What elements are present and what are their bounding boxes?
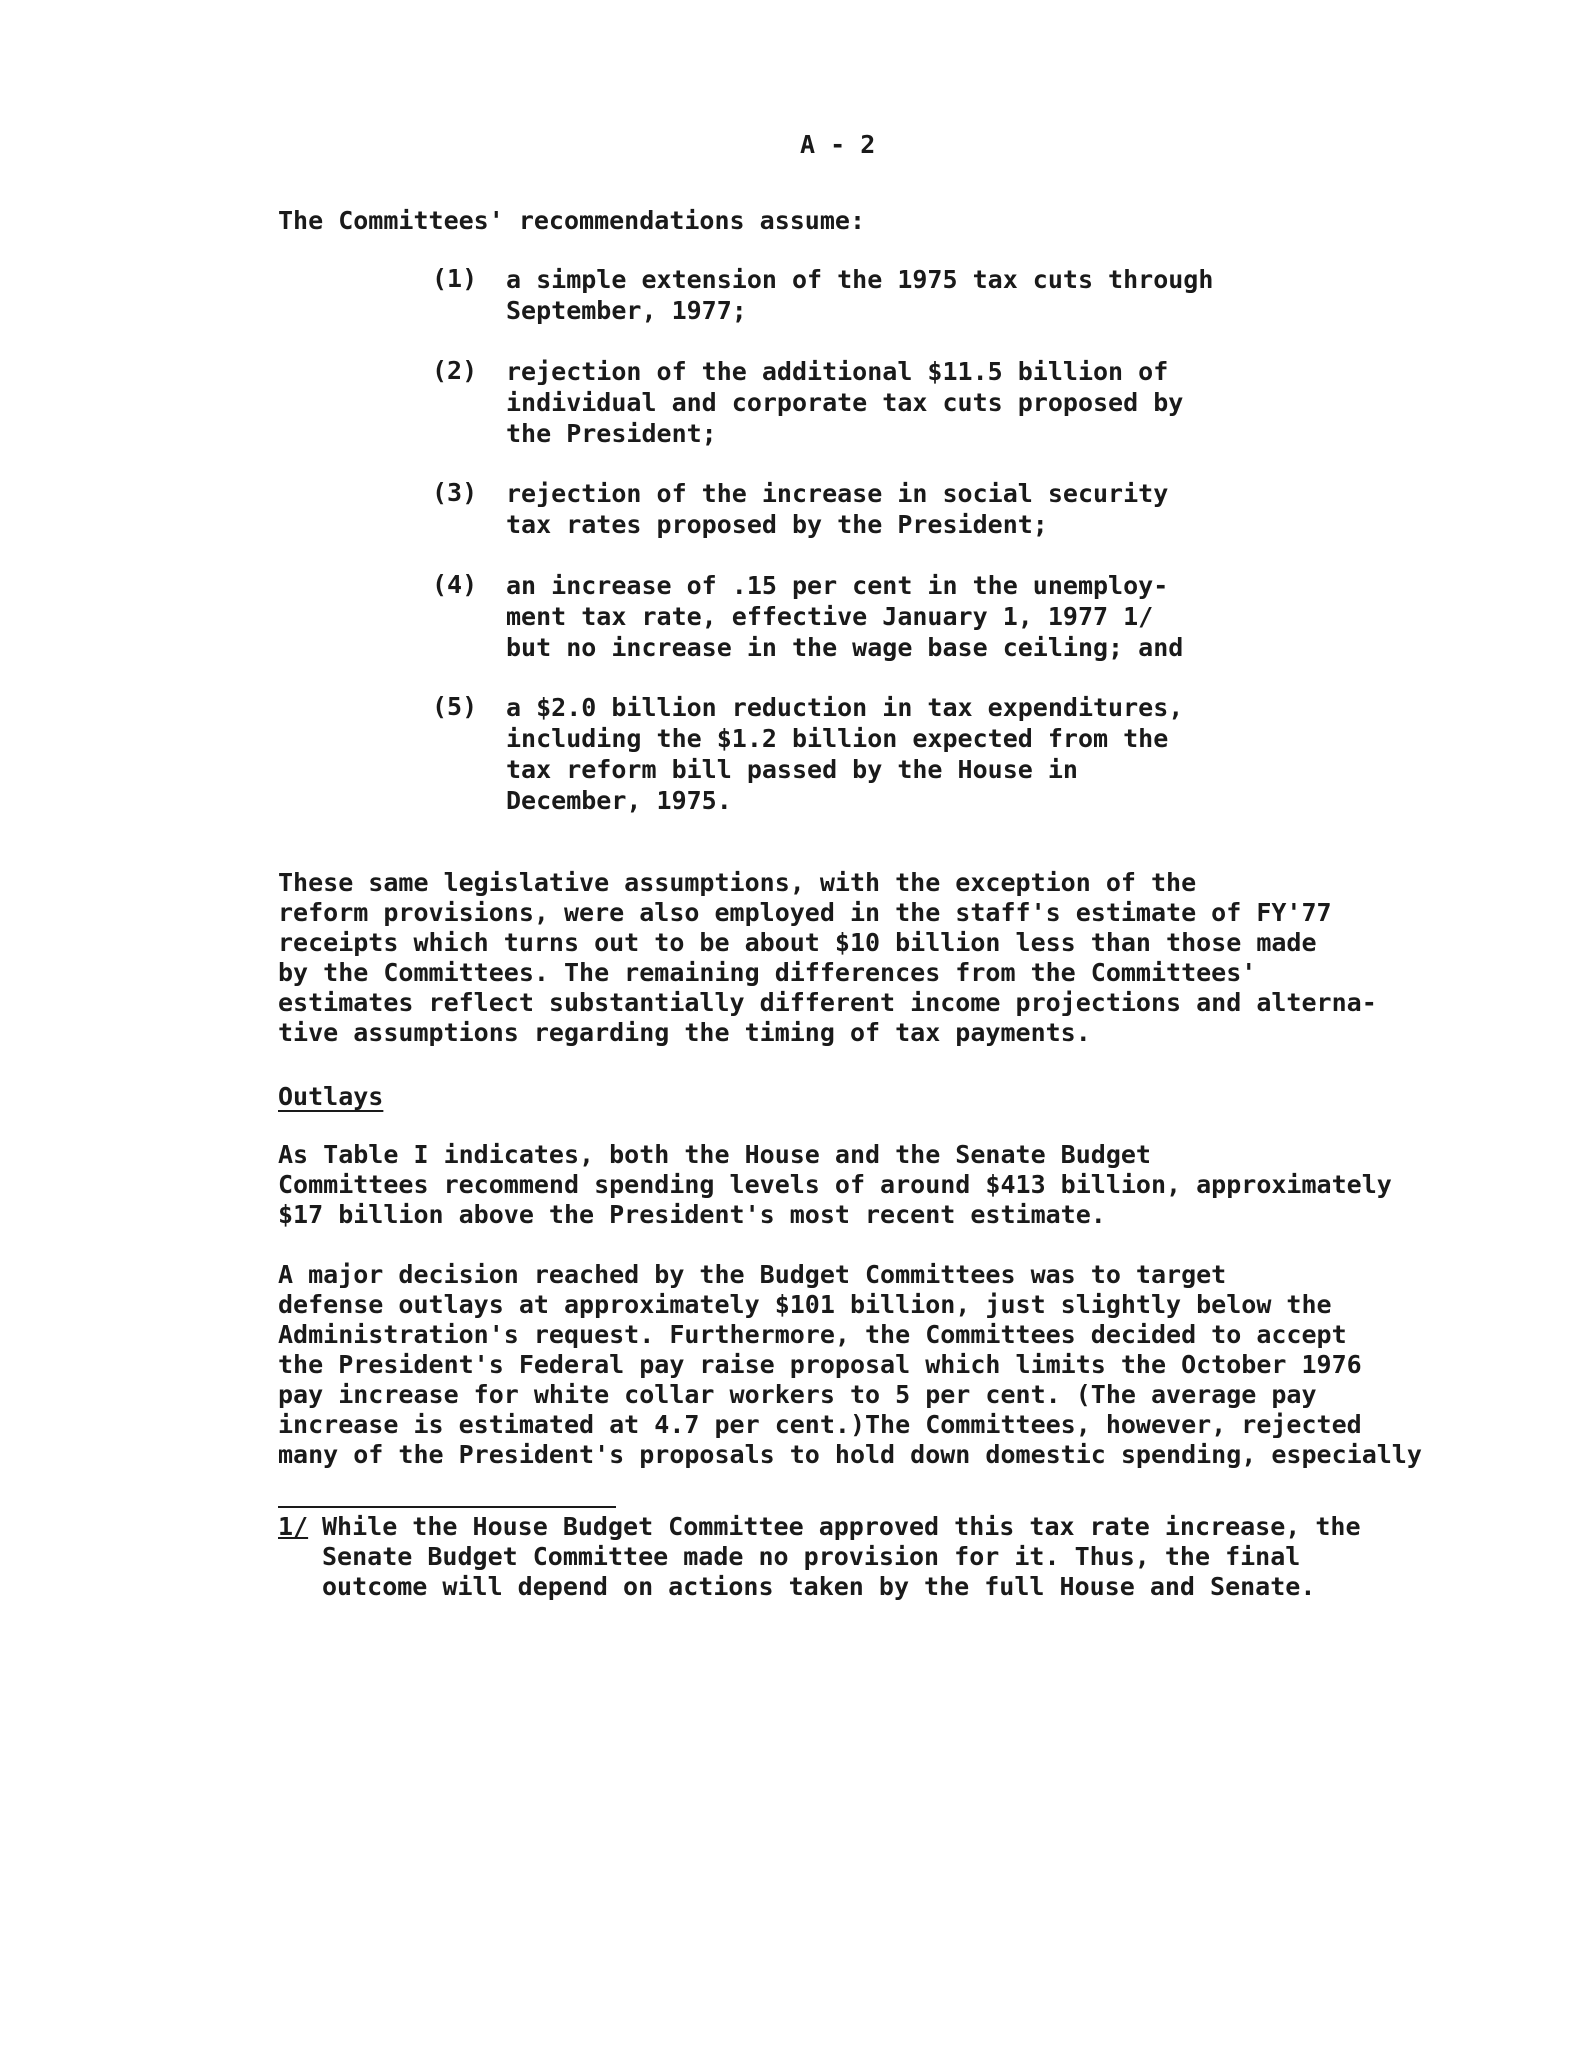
- page-number: A - 2: [800, 130, 876, 159]
- footnote-text: While the House Budget Committee approved this tax rate increase, the Senate Budget Committee made no provision for it. Thus, the final outcome will depend on actions taken by the full House and Senate.: [322, 1512, 1361, 1601]
- paragraph-table-reference: As Table I indicates, both the House and the Senate Budget Committees recommend spending levels of around $413 billion, approximately $17 billion above the President's most recent estimate.: [278, 1140, 1392, 1229]
- list-item-number: (5): [432, 692, 478, 721]
- list-item-number: (1): [432, 264, 478, 293]
- list-item-number: (2): [432, 356, 478, 385]
- list-item-text: rejection of the additional $11.5 billion of individual and corporate tax cuts proposed by the President;: [506, 357, 1184, 448]
- list-item-text: a simple extension of the 1975 tax cuts through September, 1977;: [506, 265, 1214, 325]
- list-item-number: (4): [432, 570, 478, 599]
- footnote-divider: [278, 1506, 616, 1508]
- list-item-text: an increase of .15 per cent in the unemploy- ment tax rate, effective January 1, 1977 1/ but no increase in the wage base ceiling; and: [506, 571, 1184, 662]
- list-item-text: a $2.0 billion reduction in tax expenditures, including the $1.2 billion expected from the tax reform bill passed by the House in December, 1975.: [506, 693, 1184, 815]
- intro-sentence: The Committees' recommendations assume:: [278, 206, 865, 235]
- footnote-marker: 1/: [278, 1512, 309, 1541]
- list-item-number: (3): [432, 478, 478, 507]
- list-item-text: rejection of the increase in social security tax rates proposed by the President;: [506, 479, 1169, 539]
- paragraph-legislative-assumptions: These same legislative assumptions, with the exception of the reform provisions, were also employed in the staff's estimate of FY'77 receipts which turns out to be about $10 billion less than those made by the Committees. The remaining differences from the Committees' estimates reflect substantially different income projections and alterna- tive assumptions regarding the timing of tax payments.: [278, 868, 1377, 1047]
- paragraph-budget-decision: A major decision reached by the Budget Committees was to target defense outlays at approximately $101 billion, just slightly below the Administration's request. Furthermore, the Committees decided to accept the President's Federal pay raise proposal which limits the October 1976 pay increase for white collar workers to 5 per cent. (The average pay increase is estimated at 4.7 per cent.)The Committees, however, rejected many of the President's proposals to hold down domestic spending, especially: [278, 1260, 1422, 1469]
- section-heading-outlays: Outlays: [278, 1082, 384, 1111]
